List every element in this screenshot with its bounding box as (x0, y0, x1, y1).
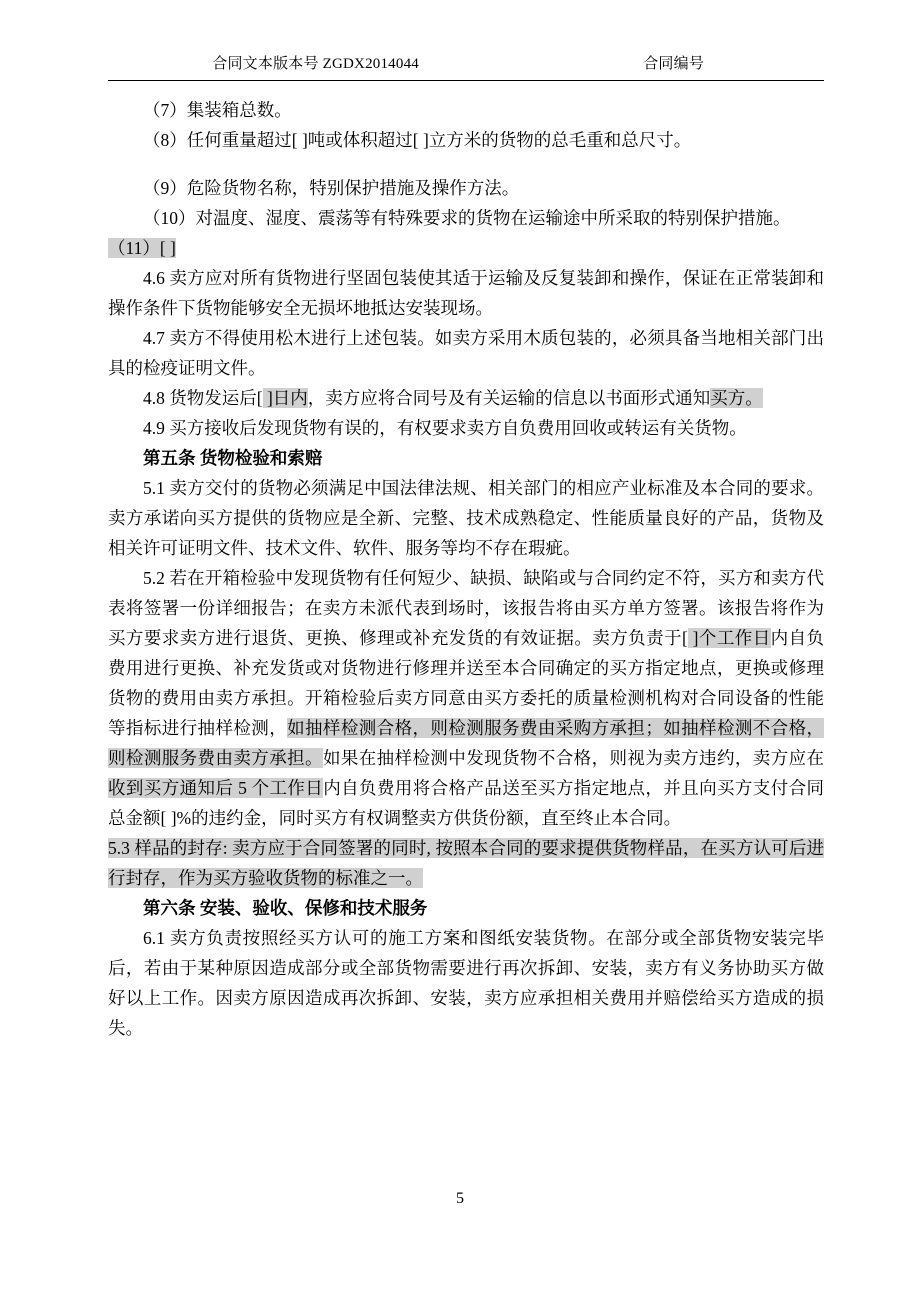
clause-4-8-part1: 4.8 货物发运后[ (143, 388, 263, 408)
clause-5-2-part3: 如果在抽样检测中发现货物不合格，则视为卖方违约，卖方应在 (322, 748, 825, 768)
section-heading-6: 第六条 安装、验收、保修和技术服务 (143, 898, 428, 918)
clause-4-8-buyer-highlight: 买方。 (710, 388, 763, 408)
clause-4-8-part2: ，卖方应将合同号及有关运输的信息以书面形式通知 (307, 388, 711, 408)
clause-11 (108, 233, 824, 263)
clause-4-8-blank-highlight: ]日内 (262, 388, 308, 408)
clause-10: （10）对温度、湿度、震荡等有特殊要求的货物在运输途中所采取的特别保护措施。 (143, 208, 791, 228)
clause-5-2-workdays-highlight: ]个工作日 (687, 628, 771, 648)
section-heading-5: 第五条 货物检验和索赔 (143, 448, 323, 468)
header-contract-number-label: 合同编号 (643, 56, 705, 72)
clause-9: （9）危险货物名称，特别保护措施及操作方法。 (143, 178, 520, 198)
page-content (108, 54, 824, 1043)
clause-5-3 (108, 833, 824, 893)
running-header (108, 54, 824, 81)
paragraph-spacer (108, 155, 824, 173)
clause-11-highlight: （11）[ ] (108, 238, 176, 258)
clause-5-2 (108, 563, 824, 833)
clause-5-2-notice-highlight: 收到买方通知后 5 个工作日 (108, 778, 324, 798)
clause-5-3-highlight: 5.3 样品的封存: 卖方应于合同签署的同时, 按照本合同的要求提供货物样品，在买方认可后进行封存，作为买方验收货物的标准之一。 (108, 838, 824, 888)
clause-5-2-testing-fee-highlight: 如抽样检测合格，则检测服务费由采购方承担；如抽样检测不合格，则检测服务费由卖方承担。 (108, 718, 825, 768)
clause-6-1: 6.1 卖方负责按照经买方认可的施工方案和图纸安装货物。在部分或全部货物安装完毕后，若由于某种原因造成部分或全部货物需要进行再次拆卸、安装，卖方有义务协助买方做好以上工作。因卖方原因造成再次拆卸、安装，卖方应承担相关费用并赔偿给买方造成的损失。 (108, 928, 824, 1038)
document-body (108, 81, 824, 1043)
clause-5-1: 5.1 卖方交付的货物必须满足中国法律法规、相关部门的相应产业标准及本合同的要求。卖方承诺向买方提供的货物应是全新、完整、技术成熟稳定、性能质量良好的产品，货物及相关许可证明文件、技术文件、软件、服务等均不存在瑕疵。 (108, 478, 824, 558)
clause-8: （8）任何重量超过[ ]吨或体积超过[ ]立方米的货物的总毛重和总尺寸。 (143, 130, 692, 150)
page-number: 5 (456, 1190, 464, 1207)
clause-4-7: 4.7 卖方不得使用松木进行上述包装。如卖方采用木质包装的，必须具备当地相关部门出具的检疫证明文件。 (108, 328, 824, 378)
clause-4-6: 4.6 卖方应对所有货物进行坚固包装使其适于运输及反复装卸和操作，保证在正常装卸和操作条件下货物能够安全无损坏地抵达安装现场。 (108, 268, 824, 318)
clause-5-2-part1: 5.2 若在开箱检验中发现货物有任何短少、缺损、缺陷或与合同约定不符，买方和卖方代表将签署一份详细报告；在卖方未派代表到场时，该报告将由买方单方签署。该报告将作为买方要求卖方进行退货、更换、修理或补充发货的有效证据。卖方负责于[ (108, 568, 824, 648)
clause-4-8 (108, 383, 824, 413)
clause-4-9: 4.9 买方接收后发现货物有误的，有权要求卖方自负费用回收或转运有关货物。 (143, 418, 747, 438)
clause-5-2-part2: 内自负费用进行更换、补充发货或对货物进行修理并送至本合同确定的买方指定地点，更换或修理货物的费用由卖方承担。开箱检验后卖方同意由买方委托的质量检测机构对合同设备的性能等指标进行抽样检测， (108, 628, 825, 738)
header-version-text: 合同文本版本号 ZGDX2014044 (212, 56, 419, 72)
clause-5-2-part4: 内自负费用将合格产品送至买方指定地点，并且向买方支付合同总金额[ ]%的违约金，同时买方有权调整卖方供货份额，直至终止本合同。 (108, 778, 825, 828)
clause-7: （7）集装箱总数。 (143, 100, 292, 120)
